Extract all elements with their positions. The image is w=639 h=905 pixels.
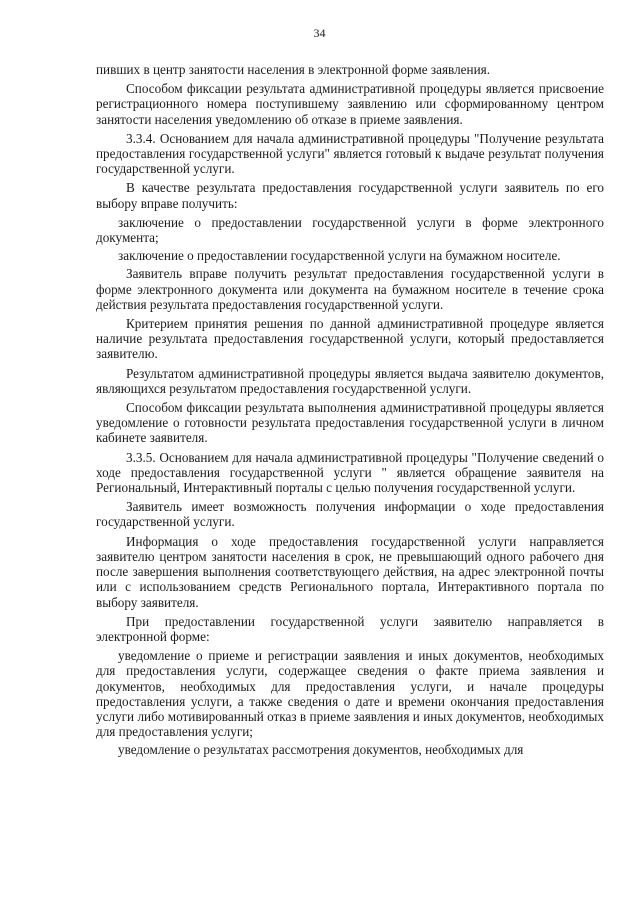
paragraph: При предоставлении государственной услуги заявителю направляется в электронной форме: — [96, 613, 604, 644]
paragraph: Результатом административной процедуры является выдача заявителю документов, являющихся результатом предоставления государственной услуги. — [96, 365, 604, 396]
paragraph: 3.3.5. Основанием для начала административной процедуры "Получение сведений о ходе предоставления государственной услуги " является обращение заявителя на Региональный, Интерактивный порталы с целью получения государственной услуги. — [96, 449, 604, 496]
list-item: заключение о предоставлении государственной услуги в форме электронного документа; — [96, 214, 604, 246]
paragraph: Заявитель вправе получить результат предоставления государственной услуги в форме электронного документа или документа на бумажном носителе в течение срока действия результата предоставления государственной услуги. — [96, 266, 604, 312]
paragraph: В качестве результата предоставления государственной услуги заявитель по его выбору вправе получить: — [96, 180, 604, 211]
document-body — [96, 62, 604, 761]
list-item: уведомление о результатах рассмотрения документов, необходимых для — [118, 742, 524, 758]
paragraph: Способом фиксации результата выполнения административной процедуры является уведомление о готовности результата предоставления государственной услуги в личном кабинете заявителя. — [96, 400, 604, 446]
paragraph: Информация о ходе предоставления государственной услуги направляется заявителю центром занятости населения в срок, не превышающий одного рабочего дня после завершения выполнения соответствующего действия, на адрес электронной почты или с использованием средств Регионального портала, Интерактивного портала по выбору заявителя. — [96, 533, 604, 610]
paragraph: 3.3.4. Основанием для начала административной процедуры "Получение результата предоставления государственной услуги" является готовый к выдаче результат получения государственной услуги. — [96, 130, 604, 177]
list-item: уведомление о приеме и регистрации заявления и иных документов, необходимых для предоставления услуги, содержащее сведения о факте приема заявления и документов, необходимых для предоставления услуги, и начале процедуры предоставления услуги, а также сведения о дате и времени окончания предоставления услуги либо мотивированный отказ в приеме заявления и иных документов, необходимых для предоставления услуги; — [96, 648, 604, 740]
paragraph: Критерием принятия решения по данной административной процедуре является наличие результата предоставления государственной услуги, который предоставляется заявителю. — [96, 316, 604, 362]
page-number: 34 — [313, 26, 326, 40]
list-item: заключение о предоставлении государственной услуги на бумажном носителе. — [118, 248, 561, 264]
paragraph: Способом фиксации результата административной процедуры является присвоение регистрационного номера поступившему заявлению или сформированному центром занятости населения уведомлению об отказе в приеме заявления. — [96, 81, 604, 127]
paragraph: пивших в центр занятости населения в электронной форме заявления. — [96, 62, 491, 77]
paragraph: Заявитель имеет возможность получения информации о ходе предоставления государственной услуги. — [96, 499, 604, 530]
